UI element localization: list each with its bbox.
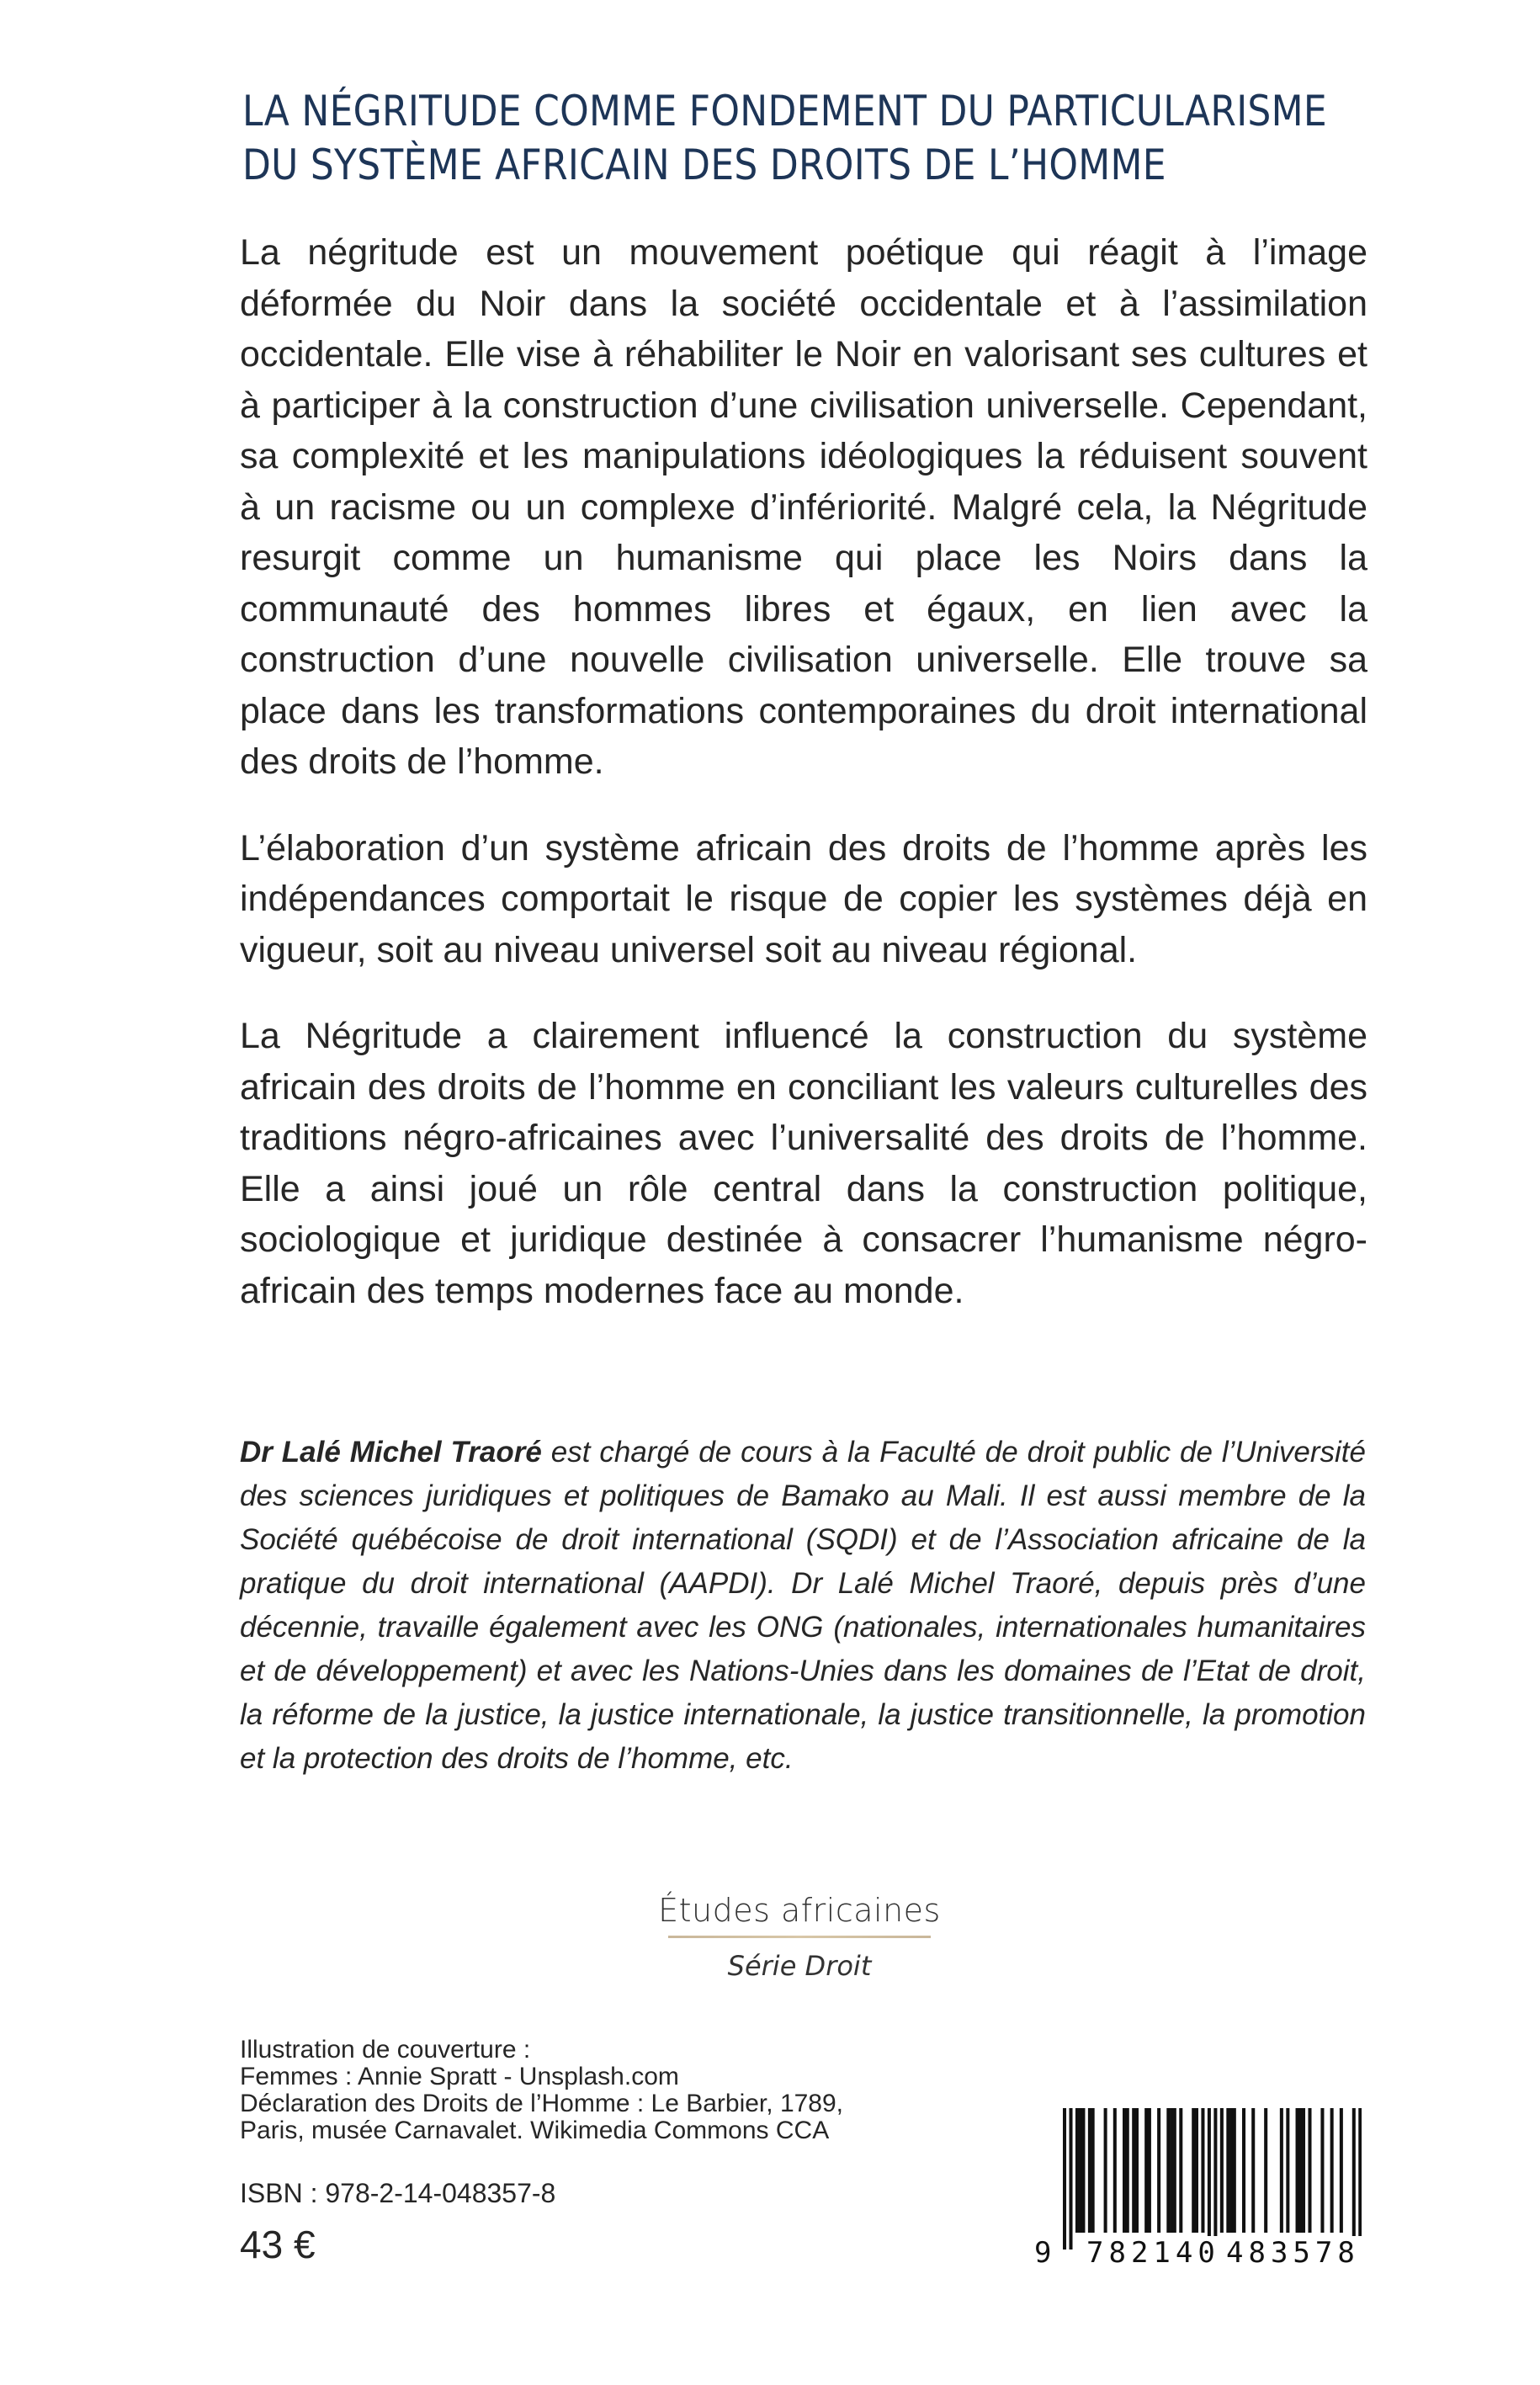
barcode-digits: [1031, 2234, 1366, 2271]
barcode-bar: [1104, 2108, 1107, 2233]
barcode-bar: [1302, 2108, 1305, 2233]
barcode-bar: [1079, 2108, 1082, 2233]
barcode-bar: [1298, 2108, 1302, 2233]
barcode-bar: [1308, 2108, 1311, 2233]
author-bio-text: est chargé de cours à la Faculté de droit public de l’Université des sciences juridiques et politiques de Bamako au Mali. Il est aussi membre de la Société québécoise de droit international (SQDI) et de l’Association africaine de la pratique du droit international (AAPDI). Dr Lalé Michel Traoré, depuis près d’une décennie, travaille également avec les ONG (nationales, internationales humanitaires et de développement) et avec les Nations-Unies dans les domaines de l’Etat de droit, la réforme de la justice, la justice internationale, la justice transitionnelle, la promotion et la protection des droits de l’homme, etc.: [240, 1436, 1366, 1775]
barcode-bar: [1233, 2108, 1236, 2233]
barcode-bar: [1201, 2108, 1204, 2233]
book-title-line-2: DU SYSTÈME AFRICAIN DES DROITS DE L’HOMME: [242, 141, 1166, 189]
summary-text: [240, 227, 1367, 1352]
summary-paragraph-1: La négritude est un mouvement poétique qui réagit à l’image déformée du Noir dans la société occidentale et à l’assimilation occidentale. Elle vise à réhabiliter le Noir en valorisant ses cultures et à participer à la construction d’une civilisation universelle. Cependant, sa complexité et les manipulations idéologiques la réduisent souvent à un racisme ou un complexe d’infériorité. Malgré cela, la Négritude resurgit comme un humanisme qui place les Noirs dans la communauté des hommes libres et égaux, en lien avec la construction d’une nouvelle civilisation universelle. Elle trouve sa place dans les transformations contemporaines du droit international des droits de l’homme.: [240, 232, 1367, 782]
author-bio: [240, 1431, 1366, 1781]
barcode-bar: [1179, 2108, 1182, 2233]
barcode: [1031, 2108, 1366, 2276]
credits-line-4: Paris, musée Carnavalet. Wikimedia Commons CCA: [240, 2117, 830, 2144]
barcode-bar: [1069, 2108, 1072, 2250]
barcode-bar: [1358, 2108, 1362, 2250]
barcode-bar: [1192, 2108, 1195, 2233]
barcode-bar: [1135, 2108, 1139, 2233]
series-logo: [640, 1892, 959, 1982]
credits-line-1: Illustration de couverture :: [240, 2036, 531, 2064]
barcode-bar: [1226, 2108, 1229, 2233]
barcode-bar: [1296, 2108, 1299, 2233]
barcode-bar: [1148, 2108, 1151, 2233]
barcode-bar: [1166, 2108, 1170, 2233]
credits-line-2: Femmes : Annie Spratt - Unsplash.com: [240, 2063, 679, 2090]
barcode-bar: [1081, 2108, 1085, 2233]
barcode-bar: [1208, 2108, 1211, 2250]
book-title: [242, 84, 1327, 192]
barcode-bar: [1320, 2108, 1324, 2233]
illustration-credits: [240, 2037, 997, 2144]
barcode-bar: [1330, 2108, 1334, 2233]
price: 43 €: [240, 2223, 316, 2266]
barcode-bar: [1173, 2108, 1176, 2233]
barcode-bar: [1264, 2108, 1267, 2233]
barcode-bar: [1220, 2108, 1224, 2233]
barcode-bar: [1091, 2108, 1095, 2233]
barcode-left-group: 782140: [1083, 2236, 1224, 2270]
summary-paragraph-3: La Négritude a clairement influencé la construction du système africain des droits de l’homme en conciliant les valeurs culturelles des traditions négro-africaines avec l’universalité des droits de l’homme. Elle a ainsi joué un rôle central dans la construction politique, sociologique et juridique destinée à consacrer l’humanisme négro-africain des temps modernes face au monde.: [240, 1016, 1367, 1311]
author-name: Dr Lalé Michel Traoré: [240, 1436, 542, 1469]
barcode-bars: [1063, 2108, 1362, 2250]
barcode-bar: [1352, 2108, 1356, 2250]
barcode-bar: [1251, 2108, 1255, 2233]
barcode-bar: [1157, 2108, 1160, 2233]
barcode-bar: [1170, 2108, 1173, 2233]
barcode-bar: [1280, 2108, 1283, 2233]
summary-paragraph-2: L’élaboration d’un système africain des droits de l’homme après les indépendances comportait le risque de copier les systèmes déjà en vigueur, soit au niveau universel soit au niveau régional.: [240, 827, 1367, 970]
book-title-line-1: LA NÉGRITUDE COMME FONDEMENT DU PARTICULARISME: [242, 87, 1327, 135]
isbn: ISBN : 978-2-14-048357-8: [240, 2178, 556, 2208]
barcode-bar: [1213, 2108, 1217, 2250]
barcode-bar: [1063, 2108, 1066, 2250]
barcode-bar: [1144, 2108, 1148, 2233]
barcode-bar: [1229, 2108, 1233, 2233]
barcode-bar: [1286, 2108, 1289, 2233]
barcode-bar: [1242, 2108, 1245, 2233]
barcode-first-digit: 9: [1034, 2236, 1052, 2270]
barcode-bar: [1075, 2108, 1079, 2233]
barcode-bar: [1340, 2108, 1343, 2233]
barcode-bar: [1195, 2108, 1198, 2233]
barcode-bar: [1113, 2108, 1117, 2233]
barcode-bar: [1123, 2108, 1126, 2233]
barcode-bar: [1126, 2108, 1129, 2233]
barcode-bar: [1132, 2108, 1135, 2233]
barcode-bar: [1088, 2108, 1091, 2233]
series-title: Études africaines: [658, 1892, 941, 1929]
series-subtitle: Série Droit: [727, 1950, 872, 1982]
barcode-right-group: 483578: [1223, 2236, 1363, 2270]
credits-line-3: Déclaration des Droits de l’Homme : Le Barbier, 1789,: [240, 2090, 844, 2117]
